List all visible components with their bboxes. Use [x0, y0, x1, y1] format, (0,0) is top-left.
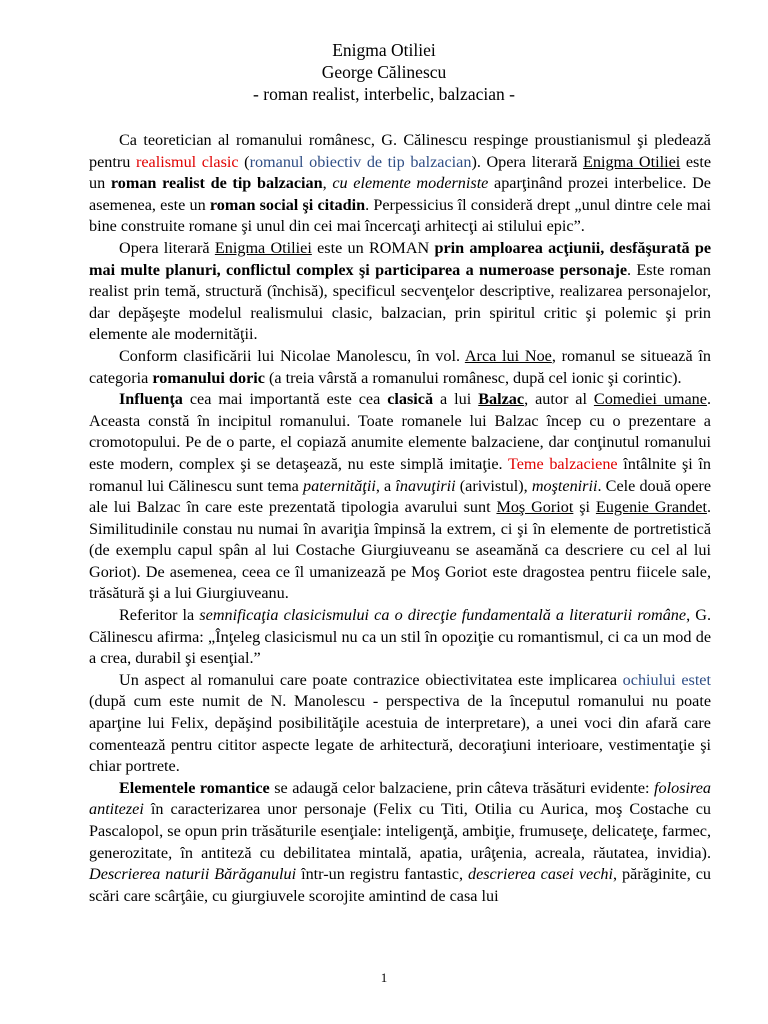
text-run: . Aceasta constă în incipitul romanului. Toate romanele lui Balzac încep cu o prezentare a cromotopului. Pe de o parte, el copiază anumite elemente balzaciene, dar conţinutul romanului este modern, complex şi se detaşează, nu este simplă imitaţie.	[89, 390, 711, 473]
text-run: . Similitudinile constau nu numai în avariţia împinsă la extrem, ci şi în elemente de portretistică (de exemplu capul spân al lui Costache Giurgiuveanu se aseamănă ca descriere cu cel al lui Goriot). De asemenea, ceea ce îl umanizează pe Moş Goriot este dragostea pentru fiicele sale, trăsătură şi a lui Giurgiuveanu.	[89, 498, 711, 603]
text-run: este un	[89, 152, 712, 193]
text-run: , romanul se situează în categoria	[89, 346, 711, 387]
underlined-title: Comediei umane	[593, 390, 707, 409]
text-run: se adaugă celor balzaciene, prin câteva trăsături evidente:	[269, 778, 655, 797]
italic-phrase: descrierea casei vechi	[467, 865, 614, 884]
underlined-title: Arca lui Noe	[464, 346, 552, 365]
highlight-realismul-clasic: realismul clasic	[135, 152, 239, 171]
paragraph-2	[89, 238, 711, 346]
text-run: . Perpessicius îl consideră drept „unul dintre cele mai bine construite romane şi unul din cei mai încercaţi arhitecţi ai stilului epic”.	[89, 195, 712, 236]
text-run: în caracterizarea unor personaje (Felix cu Titi, Otilia cu Aurica, moş Costache cu Pascalopol, se opun prin trăsăturile esenţiale: inteligenţă, ambiţie, frumuseţe, delicateţe, farmec, generozitate, în antiteză cu debilitatea mintală, apatia, urâţenia, acreala, răutatea, invidia).	[89, 800, 711, 862]
bold-phrase: prin amploarea acţiunii, desfăşurată pe mai multe planuri, conflictul complex şi participarea a numeroase personaje	[89, 238, 712, 279]
italic-phrase: cu elemente moderniste	[332, 174, 489, 193]
highlight-romanul-obiectiv: romanul obiectiv de tip balzacian	[249, 152, 472, 171]
text-run: Conform clasificării lui Nicolae Manolescu, în vol.	[119, 346, 465, 365]
text-run: , G. Călinescu afirma: „Înţeleg clasicismul nu ca un stil în opoziţie cu romantismul, ci ca un mod de a crea, durabil şi esenţial.”	[89, 606, 712, 668]
text-run: . Cele două opere ale lui Balzac în care este prezentată tipologia avarului sunt	[89, 476, 712, 517]
underlined-title: Eugenie Grandet	[595, 498, 707, 517]
text-run: şi	[573, 498, 596, 517]
text-run: (a treia vârstă a romanului românesc, după cel ionic şi corintic).	[264, 368, 682, 387]
paragraph-3	[89, 346, 711, 389]
paragraph-4	[89, 389, 711, 605]
bold-phrase: roman social şi citadin	[209, 195, 366, 214]
underlined-title: Enigma Otiliei	[214, 238, 312, 257]
bold-phrase: Influenţa	[119, 390, 183, 409]
italic-phrase: folosirea antitezei	[89, 778, 711, 819]
bold-phrase: roman realist de tip balzacian	[110, 174, 323, 193]
highlight-ochiului-estet: ochiului estet	[622, 670, 711, 689]
text-run: Un aspect al romanului care poate contrazice obiectivitatea este implicarea	[119, 670, 623, 689]
bold-phrase: clasică	[387, 390, 434, 409]
text-run: , părăginite, cu scări care scârţâie, cu giurgiuvele scorojite amintind de casa lui	[89, 865, 712, 905]
document-title: Enigma Otiliei	[332, 40, 436, 60]
italic-phrase: Descrierea naturii Bărăganului	[89, 865, 297, 884]
bold-phrase: Elementele romantice	[119, 778, 270, 797]
paragraph-5	[89, 605, 711, 670]
italic-phrase: înavuţirii	[395, 476, 456, 495]
document-subtitle: - roman realist, interbelic, balzacian -	[253, 84, 515, 104]
underlined-title: Moş Goriot	[496, 498, 574, 517]
text-run: Referitor la	[119, 606, 200, 625]
text-run: într-un registru fantastic,	[296, 865, 468, 884]
text-run: Opera literară	[119, 238, 215, 257]
text-run: cea mai importantă este cea	[182, 390, 388, 409]
italic-phrase: moştenirii	[531, 476, 598, 495]
paragraph-6	[89, 670, 711, 778]
text-run: (	[238, 152, 250, 171]
document-body	[89, 130, 711, 907]
bold-phrase: romanului doric	[152, 368, 265, 387]
text-run: Ca teoretician al romanului românesc, G. Călinescu respinge proustianismul şi pledează pentru	[89, 131, 711, 171]
text-run: , a	[375, 476, 396, 495]
text-run: este un ROMAN	[311, 238, 435, 257]
italic-phrase: semnificaţia clasicismului ca o direcţie fundamentală a literaturii române	[199, 606, 687, 625]
text-run: (după cum este numit de N. Manolescu - perspectiva de la începutul romanului nu poate aparţine lui Felix, depăşind posibilităţile acestuia de interpretare), a unei voci din afară care comentează pentru cititor aspecte legate de arhitectură, decoraţiuni interioare, vestimentaţie şi chiar portrete.	[89, 692, 711, 776]
page-number: 1	[380, 970, 388, 985]
document-author: George Călinescu	[321, 62, 447, 82]
paragraph-7	[89, 778, 711, 908]
text-run: ,	[322, 174, 333, 193]
text-run: , autor al	[524, 390, 594, 409]
text-run: ). Opera literară	[471, 152, 583, 171]
text-run: (arivistul),	[455, 476, 532, 495]
italic-phrase: paternităţii	[303, 476, 376, 495]
bold-underlined-name: Balzac	[478, 390, 525, 409]
highlight-teme-balzaciene: Teme balzaciene	[507, 454, 618, 473]
underlined-title: Enigma Otiliei	[582, 152, 681, 171]
paragraph-1	[89, 130, 711, 238]
text-run: . Este roman realist prin temă, structură (închisă), specificul secvenţelor descriptive, realizarea personajelor, dar depăşeşte modelul realismului clasic, balzacian, prin spiritul critic şi polemic şi prin elemente ale modernităţii.	[89, 260, 711, 344]
text-run: întâlnite şi în romanul lui Călinescu sunt tema	[89, 454, 712, 495]
text-run: aparţinând prozei interbelice. De asemenea, este un	[89, 174, 711, 214]
text-run: a lui	[433, 390, 479, 409]
